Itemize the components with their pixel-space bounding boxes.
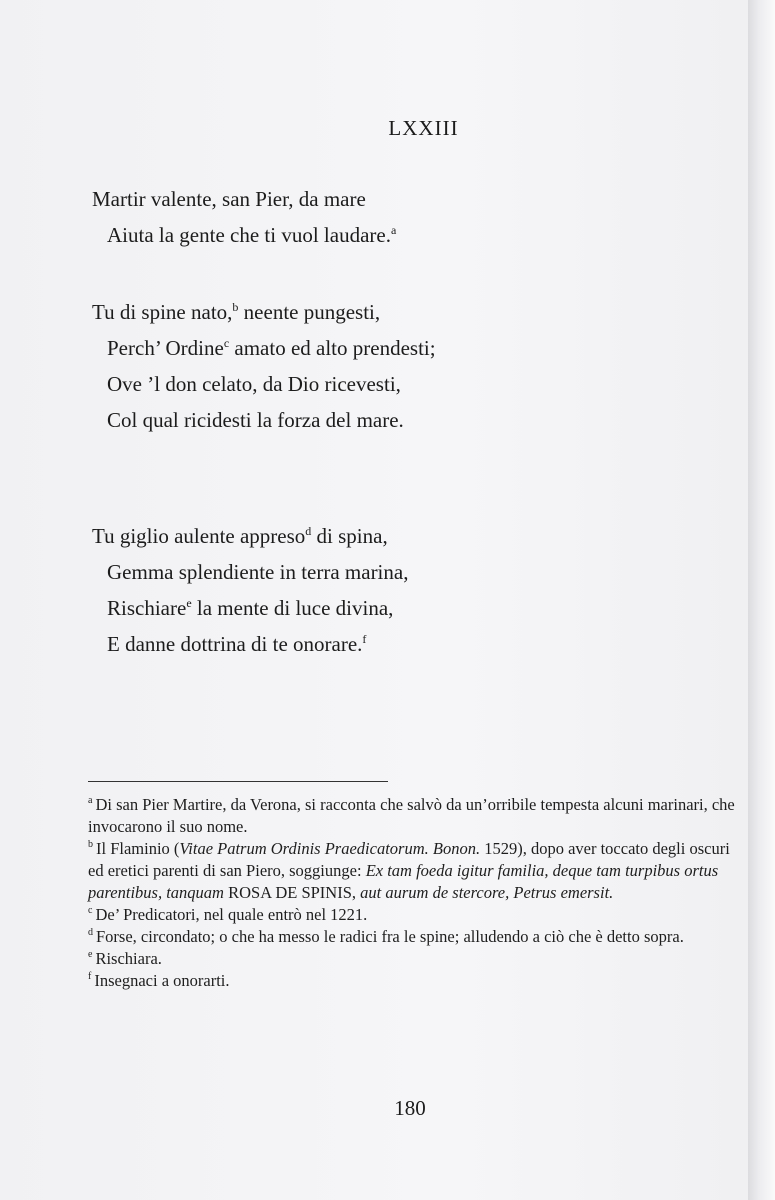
verse-line: Aiuta la gente che ti vuol laudare.$^a$ — [107, 223, 397, 247]
verse-line: Ove ’l don celato, da Dio ricevesti, — [107, 372, 401, 396]
verse-line: Gemma splendiente in terra marina, — [107, 560, 409, 584]
footnote-ref: f — [362, 632, 367, 646]
verse-line: Col qual ricidesti la forza del mare. — [107, 408, 404, 432]
verse-line: Tu giglio aulente appreso$^d$ di spina, — [92, 524, 388, 548]
stanza-2 — [92, 294, 436, 438]
footnote-ref: b — [232, 300, 239, 314]
verse-line: Martir valente, san Pier, da mare — [92, 187, 366, 211]
poem-title: LXXIII — [388, 116, 459, 140]
stanza-3 — [92, 518, 408, 662]
footnote-ref: c — [223, 336, 230, 350]
page-number: 180 — [394, 1096, 426, 1120]
page-edge-shadow — [748, 0, 775, 1200]
verse-line: Perch’ Ordine$^c$ amato ed alto prendesti; — [107, 336, 436, 360]
footnote-f: $^f$ Insegnaci a onorarti. — [88, 971, 230, 990]
verse-line: Rischiare$^e$ la mente di luce divina, — [107, 596, 394, 620]
footnote-a: $^a$ Di san Pier Martire, da Verona, si racconta che salvò da un’orribile tempesta alcuni marinari, che invocarono il suo nome. — [88, 795, 735, 836]
footnote-c: $^c$ De’ Predicatori, nel quale entrò nel 1221. — [88, 905, 368, 924]
footnote-d: $^d$ Forse, circondato; o che ha messo le radici fra le spine; alludendo a ciò che è detto sopra. — [88, 927, 684, 946]
footnote-b: $^b$ Il Flaminio (Vitae Patrum Ordinis Praedicatorum. Bonon. 1529), dopo aver toccato degli oscuri ed eretici parenti di san Piero, soggiunge: Ex tam foeda igitur familia, deque tam turpibus ortus parentibus, tanquam ROSA DE SPINIS, aut aurum de stercore, Petrus emersit. — [88, 839, 730, 902]
footnotes — [88, 794, 738, 992]
footnote-ref: e — [186, 596, 192, 610]
footnote-ref: a — [390, 223, 397, 237]
verse-line: E danne dottrina di te onorare.$^f$ — [107, 632, 367, 656]
footnote-rule — [88, 781, 388, 782]
stanza-1 — [92, 181, 396, 253]
verse-line: Tu di spine nato,$^b$ neente pungesti, — [92, 300, 381, 324]
footnote-ref: d — [305, 524, 312, 538]
footnote-e: $^e$ Rischiara. — [88, 949, 162, 968]
